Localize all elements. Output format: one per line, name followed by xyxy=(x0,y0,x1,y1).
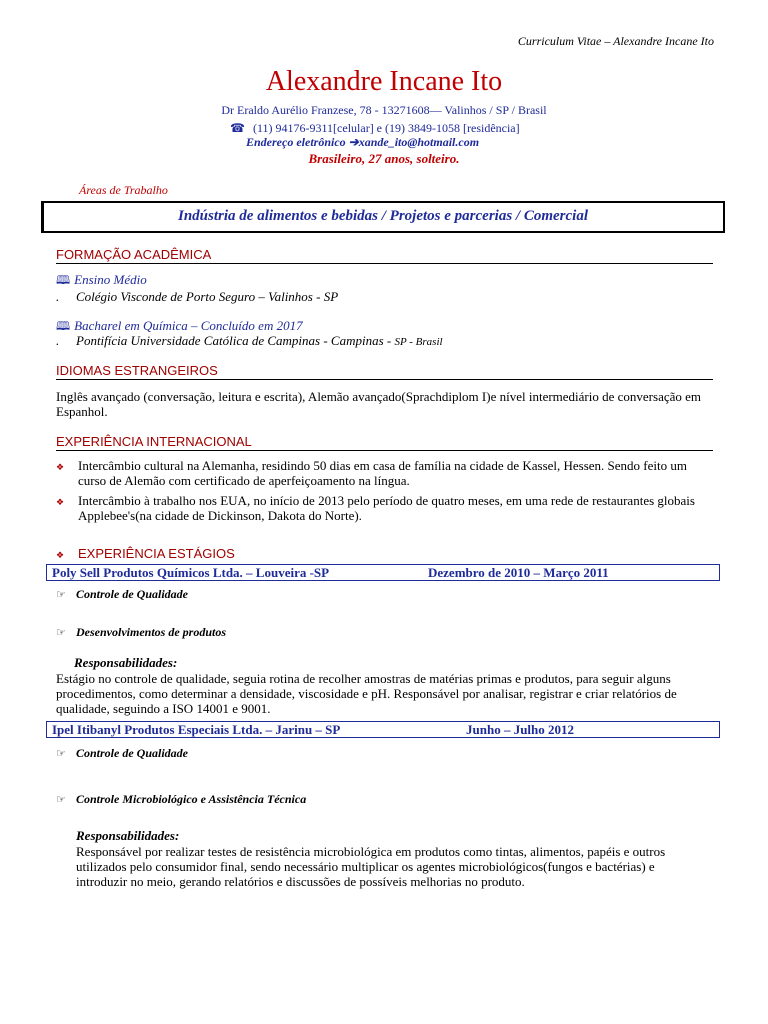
job-role-text: Controle de Qualidade xyxy=(76,587,189,601)
job-role xyxy=(56,587,188,602)
job-role-text: Controle de Qualidade xyxy=(76,746,189,760)
responsibilities-text: Responsável por realizar testes de resistência microbiológica em produtos como tintas, alimentos, papéis e outros utilizados pelo consumidor final, sendo necessário multiplicar os agentes microbiológicos(fungos e bactérias) e introduzir no meio, gerando relatórios e discussões de possíveis melhorias no produto. xyxy=(76,844,666,889)
candidate-name: Alexandre Incane Ito xyxy=(265,66,503,97)
phone-icon: ☎ xyxy=(230,121,245,135)
email-address[interactable]: xande_ito@hotmail.com xyxy=(358,135,480,149)
areas-label: Áreas de Trabalho xyxy=(79,183,168,197)
responsibilities-label: Responsabilidades: xyxy=(74,655,178,670)
responsibilities-text: Estágio no controle de qualidade, seguia rotina de recolher amostras de matérias primas e produtos, para seguir alguns procedimentos, como determinar a densidade, viscosidade e pH. Responsável por analisar, registrar e criar relatórios de qualidade, seguindo a ISO 14001 e 9001. xyxy=(56,671,677,716)
pointing-hand-icon: ☞ xyxy=(56,794,66,806)
internships-heading-row xyxy=(56,546,716,561)
job-company: Poly Sell Produtos Químicos Ltda. – Louveira -SP xyxy=(52,565,330,580)
phone-line xyxy=(230,121,520,136)
job-role xyxy=(56,792,306,807)
diamond-bullet-icon: ❖ xyxy=(56,550,65,560)
arrow-icon: ➔ xyxy=(348,135,359,149)
education-item-detail xyxy=(56,333,443,349)
list-item-text: Intercâmbio cultural na Alemanha, residindo 50 dias em casa de família na cidade de Kassel, Hessen. Sendo feito um curso de Alemão com certificado de aperfeiçoamento na língua. xyxy=(78,458,687,488)
responsibilities-label: Responsabilidades: xyxy=(76,828,180,843)
phone-numbers: (11) 94176-9311[celular] e (19) 3849-1058 [residência] xyxy=(252,121,520,135)
email-label: Endereço eletrônico xyxy=(246,135,346,149)
personal-info: Brasileiro, 27 anos, solteiro. xyxy=(308,151,460,166)
internships-heading: EXPERIÊNCIA ESTÁGIOS xyxy=(78,546,235,561)
list-item xyxy=(56,458,716,488)
book-icon: 🕮 xyxy=(56,319,71,333)
international-heading: EXPERIÊNCIA INTERNACIONAL xyxy=(56,434,713,451)
pointing-hand-icon: ☞ xyxy=(56,748,66,760)
areas-text: Indústria de alimentos e bebidas / Projetos e parcerias / Comercial xyxy=(178,208,588,224)
job-role-text: Desenvolvimentos de produtos xyxy=(76,625,226,639)
education-detail-text: Colégio Visconde de Porto Seguro – Valinhos - SP xyxy=(76,289,339,304)
job-period: Dezembro de 2010 – Março 2011 xyxy=(428,565,609,580)
education-title-text: Ensino Médio xyxy=(74,272,147,287)
education-heading: FORMAÇÃO ACADÊMICA xyxy=(56,247,713,264)
languages-heading: IDIOMAS ESTRANGEIROS xyxy=(56,363,713,380)
education-detail-text: Pontifícia Universidade Católica de Campinas - Campinas - xyxy=(76,333,395,348)
address: Dr Eraldo Aurélio Franzese, 78 - 13271608— Valinhos / SP / Brasil xyxy=(221,103,547,117)
document-header-title: Curriculum Vitae – Alexandre Incane Ito xyxy=(517,34,714,48)
job-period: Junho – Julho 2012 xyxy=(466,722,575,737)
job-role-text: Controle Microbiológico e Assistência Técnica xyxy=(76,792,307,806)
languages-text: Inglês avançado (conversação, leitura e escrita), Alemão avançado(Sprachdiplom I)e nível intermediário de conversação em Espanhol. xyxy=(56,389,702,419)
education-title-text: Bacharel em Química – Concluído em 2017 xyxy=(74,318,303,333)
dot-marker: . xyxy=(56,333,60,348)
job-role xyxy=(56,625,226,640)
pointing-hand-icon: ☞ xyxy=(56,589,66,601)
email-line xyxy=(246,135,479,150)
pointing-hand-icon: ☞ xyxy=(56,627,66,639)
diamond-bullet-icon: ❖ xyxy=(56,497,65,507)
list-item xyxy=(56,493,716,523)
job-role xyxy=(56,746,188,761)
list-item-text: Intercâmbio à trabalho nos EUA, no início de 2013 pelo período de quatro meses, em uma rede de restaurantes globais Applebee's(na cidade de Dickinson, Dakota do Norte). xyxy=(78,493,695,523)
dot-marker: . xyxy=(56,289,60,304)
education-item-detail xyxy=(56,289,338,305)
diamond-bullet-icon: ❖ xyxy=(56,462,65,472)
education-detail-location: SP - Brasil xyxy=(394,336,443,348)
book-icon: 🕮 xyxy=(56,273,71,287)
job-company: Ipel Itibanyl Produtos Especiais Ltda. – Jarinu – SP xyxy=(52,722,341,737)
